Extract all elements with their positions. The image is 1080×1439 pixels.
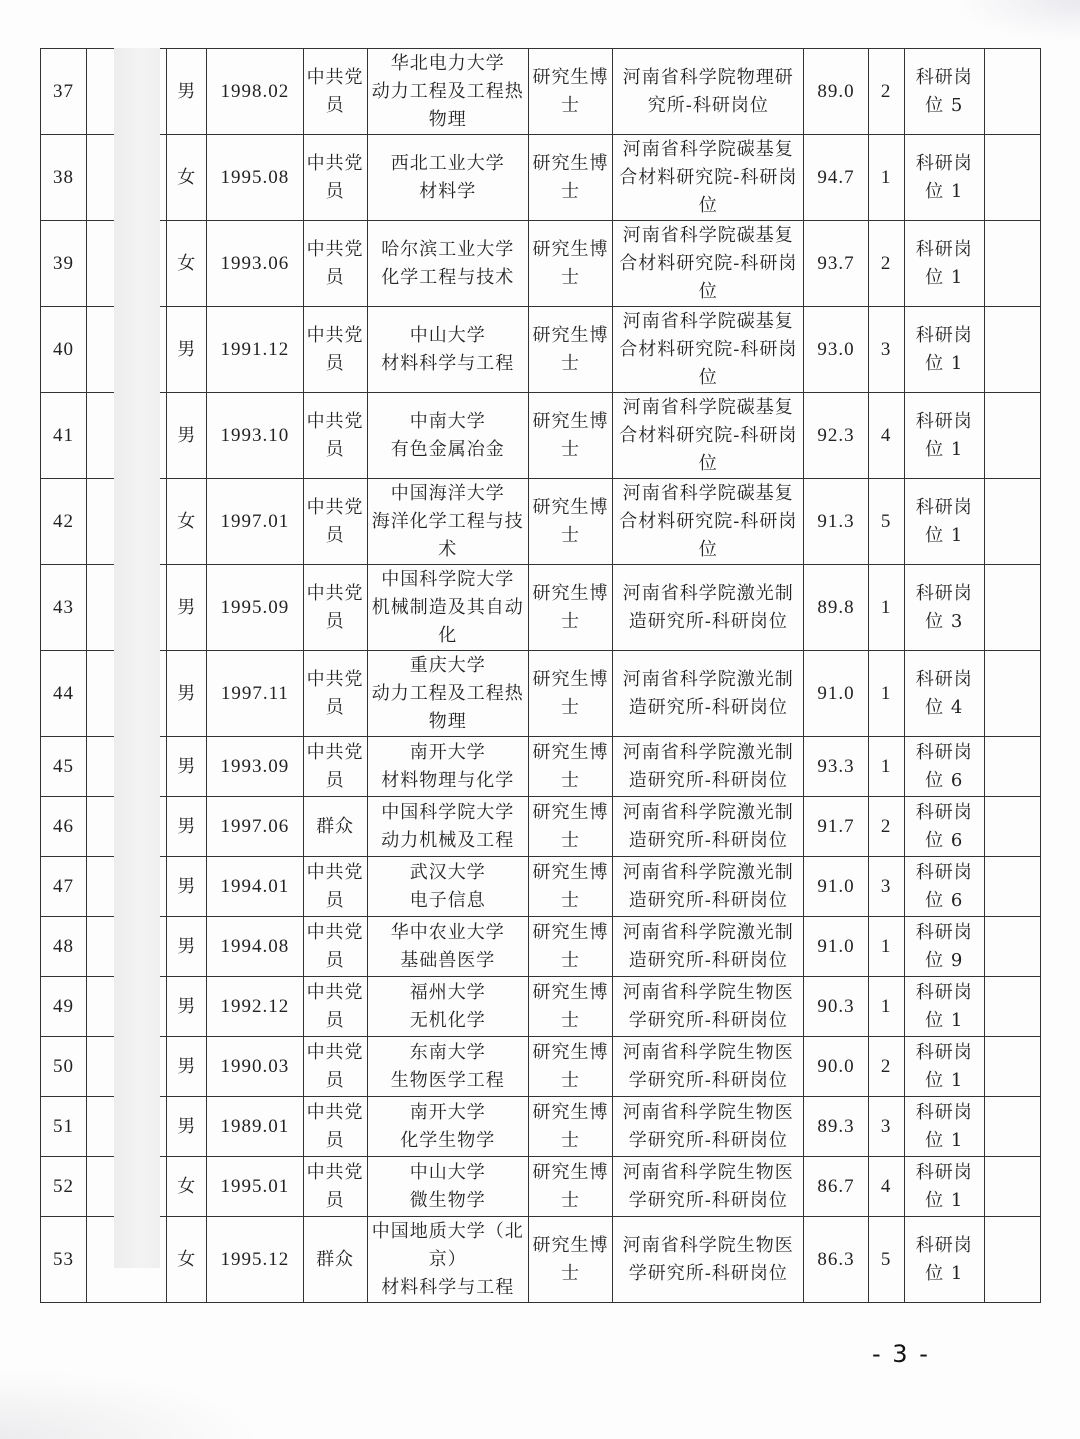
education: 研究生博士 — [528, 977, 612, 1037]
major: 电子信息 — [409, 889, 486, 911]
gender: 女 — [167, 221, 207, 307]
note — [984, 857, 1040, 917]
rank: 1 — [868, 565, 904, 651]
education: 研究生博士 — [528, 1037, 612, 1097]
major: 生物医学工程 — [390, 1069, 505, 1091]
position: 科研岗位 1 — [904, 1157, 984, 1217]
school: 中南大学 — [409, 410, 486, 432]
rank: 5 — [868, 1217, 904, 1303]
birth-date: 1995.09 — [207, 565, 303, 651]
table-row — [41, 917, 1041, 977]
rank: 2 — [868, 221, 904, 307]
gender: 女 — [167, 135, 207, 221]
position: 科研岗位 5 — [904, 49, 984, 135]
table-row — [41, 737, 1041, 797]
row-number: 52 — [41, 1157, 87, 1217]
note — [984, 977, 1040, 1037]
table-row — [41, 479, 1041, 565]
education: 研究生博士 — [528, 651, 612, 737]
table-row — [41, 797, 1041, 857]
position: 科研岗位 1 — [904, 135, 984, 221]
education: 研究生博士 — [528, 479, 612, 565]
birth-date: 1993.06 — [207, 221, 303, 307]
birth-date: 1997.06 — [207, 797, 303, 857]
row-number: 43 — [41, 565, 87, 651]
gender: 女 — [167, 479, 207, 565]
note — [984, 49, 1040, 135]
gender: 女 — [167, 1157, 207, 1217]
rank: 4 — [868, 393, 904, 479]
score: 91.7 — [804, 797, 868, 857]
applied-unit: 河南省科学院碳基复合材料研究院-科研岗位 — [613, 307, 804, 393]
table-row — [41, 135, 1041, 221]
party-status: 中共党员 — [303, 479, 367, 565]
table-row — [41, 393, 1041, 479]
birth-date: 1995.12 — [207, 1217, 303, 1303]
party-status: 群众 — [303, 797, 367, 857]
candidate-table-body — [41, 49, 1041, 1303]
party-status: 中共党员 — [303, 1037, 367, 1097]
table-row — [41, 49, 1041, 135]
position: 科研岗位 3 — [904, 565, 984, 651]
position: 科研岗位 9 — [904, 917, 984, 977]
party-status: 中共党员 — [303, 651, 367, 737]
education: 研究生博士 — [528, 565, 612, 651]
table-row — [41, 651, 1041, 737]
party-status: 中共党员 — [303, 135, 367, 221]
gender: 男 — [167, 49, 207, 135]
rank: 1 — [868, 135, 904, 221]
school: 重庆大学 — [409, 654, 486, 676]
score: 90.0 — [804, 1037, 868, 1097]
major: 材料学 — [419, 180, 477, 202]
education: 研究生博士 — [528, 797, 612, 857]
school: 福州大学 — [409, 981, 486, 1003]
school-major — [367, 1157, 528, 1217]
row-number: 45 — [41, 737, 87, 797]
note — [984, 135, 1040, 221]
score: 91.0 — [804, 917, 868, 977]
position: 科研岗位 1 — [904, 479, 984, 565]
applied-unit: 河南省科学院生物医学研究所-科研岗位 — [613, 1097, 804, 1157]
school-major — [367, 651, 528, 737]
position: 科研岗位 6 — [904, 737, 984, 797]
major: 动力工程及工程热物理 — [371, 80, 524, 130]
school-major — [367, 135, 528, 221]
school-major — [367, 737, 528, 797]
applied-unit: 河南省科学院生物医学研究所-科研岗位 — [613, 1037, 804, 1097]
score: 89.8 — [804, 565, 868, 651]
major: 基础兽医学 — [400, 949, 496, 971]
education: 研究生博士 — [528, 307, 612, 393]
note — [984, 651, 1040, 737]
birth-date: 1997.11 — [207, 651, 303, 737]
school: 武汉大学 — [409, 861, 486, 883]
party-status: 中共党员 — [303, 1157, 367, 1217]
education: 研究生博士 — [528, 221, 612, 307]
education: 研究生博士 — [528, 1157, 612, 1217]
gender: 男 — [167, 737, 207, 797]
score: 92.3 — [804, 393, 868, 479]
party-status: 中共党员 — [303, 737, 367, 797]
note — [984, 307, 1040, 393]
note — [984, 1217, 1040, 1303]
rank: 4 — [868, 1157, 904, 1217]
party-status: 中共党员 — [303, 977, 367, 1037]
applied-unit: 河南省科学院激光制造研究所-科研岗位 — [613, 737, 804, 797]
position: 科研岗位 1 — [904, 307, 984, 393]
row-number: 53 — [41, 1217, 87, 1303]
school-major — [367, 565, 528, 651]
applied-unit: 河南省科学院生物医学研究所-科研岗位 — [613, 977, 804, 1037]
major: 材料科学与工程 — [381, 352, 515, 374]
page-corner-shadow — [960, 0, 1080, 40]
row-number: 38 — [41, 135, 87, 221]
birth-date: 1993.10 — [207, 393, 303, 479]
major: 材料物理与化学 — [381, 769, 515, 791]
redaction-bar — [114, 48, 160, 1268]
row-number: 46 — [41, 797, 87, 857]
school-major — [367, 221, 528, 307]
major: 化学生物学 — [400, 1129, 496, 1151]
score: 90.3 — [804, 977, 868, 1037]
birth-date: 1995.08 — [207, 135, 303, 221]
school-major — [367, 1097, 528, 1157]
score: 91.0 — [804, 857, 868, 917]
row-number: 47 — [41, 857, 87, 917]
rank: 3 — [868, 307, 904, 393]
rank: 2 — [868, 1037, 904, 1097]
note — [984, 797, 1040, 857]
row-number: 37 — [41, 49, 87, 135]
applied-unit: 河南省科学院生物医学研究所-科研岗位 — [613, 1217, 804, 1303]
applied-unit: 河南省科学院碳基复合材料研究院-科研岗位 — [613, 393, 804, 479]
school-major — [367, 1037, 528, 1097]
school: 中山大学 — [409, 324, 486, 346]
major: 化学工程与技术 — [381, 266, 515, 288]
birth-date: 1997.01 — [207, 479, 303, 565]
row-number: 40 — [41, 307, 87, 393]
page-number: - 3 - — [872, 1340, 930, 1368]
table-row — [41, 1037, 1041, 1097]
score: 91.3 — [804, 479, 868, 565]
table-row — [41, 1097, 1041, 1157]
rank: 1 — [868, 651, 904, 737]
row-number: 51 — [41, 1097, 87, 1157]
score: 94.7 — [804, 135, 868, 221]
party-status: 中共党员 — [303, 917, 367, 977]
major: 微生物学 — [409, 1189, 486, 1211]
note — [984, 1097, 1040, 1157]
applied-unit: 河南省科学院碳基复合材料研究院-科研岗位 — [613, 135, 804, 221]
education: 研究生博士 — [528, 737, 612, 797]
row-number: 49 — [41, 977, 87, 1037]
position: 科研岗位 4 — [904, 651, 984, 737]
birth-date: 1995.01 — [207, 1157, 303, 1217]
note — [984, 479, 1040, 565]
score: 93.0 — [804, 307, 868, 393]
party-status: 中共党员 — [303, 49, 367, 135]
party-status: 中共党员 — [303, 1097, 367, 1157]
school: 中山大学 — [409, 1161, 486, 1183]
school: 华中农业大学 — [390, 921, 505, 943]
position: 科研岗位 1 — [904, 393, 984, 479]
gender: 男 — [167, 917, 207, 977]
education: 研究生博士 — [528, 917, 612, 977]
birth-date: 1994.08 — [207, 917, 303, 977]
party-status: 中共党员 — [303, 307, 367, 393]
note — [984, 1037, 1040, 1097]
score: 89.3 — [804, 1097, 868, 1157]
rank: 1 — [868, 977, 904, 1037]
row-number: 39 — [41, 221, 87, 307]
major: 海洋化学工程与技术 — [371, 510, 524, 560]
major: 无机化学 — [409, 1009, 486, 1031]
education: 研究生博士 — [528, 49, 612, 135]
applied-unit: 河南省科学院激光制造研究所-科研岗位 — [613, 565, 804, 651]
gender: 男 — [167, 651, 207, 737]
applied-unit: 河南省科学院激光制造研究所-科研岗位 — [613, 797, 804, 857]
party-status: 中共党员 — [303, 221, 367, 307]
rank: 3 — [868, 1097, 904, 1157]
major: 动力工程及工程热物理 — [371, 682, 524, 732]
school: 中国科学院大学 — [381, 568, 515, 590]
rank: 1 — [868, 737, 904, 797]
row-number: 41 — [41, 393, 87, 479]
education: 研究生博士 — [528, 1097, 612, 1157]
position: 科研岗位 1 — [904, 221, 984, 307]
gender: 男 — [167, 1097, 207, 1157]
school: 南开大学 — [409, 741, 486, 763]
major: 材料科学与工程 — [381, 1276, 515, 1298]
gender: 男 — [167, 797, 207, 857]
gender: 男 — [167, 307, 207, 393]
applied-unit: 河南省科学院物理研究所-科研岗位 — [613, 49, 804, 135]
school: 中国科学院大学 — [381, 801, 515, 823]
education: 研究生博士 — [528, 1217, 612, 1303]
party-status: 群众 — [303, 1217, 367, 1303]
note — [984, 393, 1040, 479]
school-major — [367, 857, 528, 917]
row-number: 42 — [41, 479, 87, 565]
rank: 3 — [868, 857, 904, 917]
table-row — [41, 977, 1041, 1037]
school: 西北工业大学 — [390, 152, 505, 174]
birth-date: 1991.12 — [207, 307, 303, 393]
table-row — [41, 857, 1041, 917]
education: 研究生博士 — [528, 135, 612, 221]
applied-unit: 河南省科学院激光制造研究所-科研岗位 — [613, 651, 804, 737]
note — [984, 737, 1040, 797]
table-row — [41, 221, 1041, 307]
page-bottom-shadow — [0, 1369, 260, 1439]
school-major — [367, 479, 528, 565]
gender: 男 — [167, 1037, 207, 1097]
note — [984, 565, 1040, 651]
education: 研究生博士 — [528, 857, 612, 917]
birth-date: 1998.02 — [207, 49, 303, 135]
note — [984, 1157, 1040, 1217]
rank: 5 — [868, 479, 904, 565]
rank: 2 — [868, 49, 904, 135]
school: 哈尔滨工业大学 — [381, 238, 515, 260]
table-row — [41, 565, 1041, 651]
birth-date: 1990.03 — [207, 1037, 303, 1097]
school-major — [367, 307, 528, 393]
birth-date: 1993.09 — [207, 737, 303, 797]
gender: 男 — [167, 977, 207, 1037]
party-status: 中共党员 — [303, 393, 367, 479]
position: 科研岗位 1 — [904, 1037, 984, 1097]
row-number: 44 — [41, 651, 87, 737]
table-row — [41, 1157, 1041, 1217]
birth-date: 1994.01 — [207, 857, 303, 917]
major: 动力机械及工程 — [381, 829, 515, 851]
position: 科研岗位 1 — [904, 977, 984, 1037]
school-major — [367, 917, 528, 977]
row-number: 50 — [41, 1037, 87, 1097]
applied-unit: 河南省科学院激光制造研究所-科研岗位 — [613, 857, 804, 917]
gender: 女 — [167, 1217, 207, 1303]
note — [984, 917, 1040, 977]
school-major — [367, 393, 528, 479]
position: 科研岗位 6 — [904, 857, 984, 917]
position: 科研岗位 6 — [904, 797, 984, 857]
school: 中国海洋大学 — [390, 482, 505, 504]
school: 东南大学 — [409, 1041, 486, 1063]
applied-unit: 河南省科学院碳基复合材料研究院-科研岗位 — [613, 479, 804, 565]
school-major — [367, 977, 528, 1037]
major: 有色金属冶金 — [390, 438, 505, 460]
table-row — [41, 307, 1041, 393]
school: 华北电力大学 — [390, 52, 505, 74]
party-status: 中共党员 — [303, 857, 367, 917]
applied-unit: 河南省科学院碳基复合材料研究院-科研岗位 — [613, 221, 804, 307]
birth-date: 1992.12 — [207, 977, 303, 1037]
position: 科研岗位 1 — [904, 1097, 984, 1157]
education: 研究生博士 — [528, 393, 612, 479]
table-row — [41, 1217, 1041, 1303]
school: 中国地质大学（北京） — [371, 1220, 524, 1270]
gender: 男 — [167, 857, 207, 917]
school-major — [367, 1217, 528, 1303]
candidate-table — [40, 48, 1041, 1303]
note — [984, 221, 1040, 307]
score: 86.3 — [804, 1217, 868, 1303]
rank: 1 — [868, 917, 904, 977]
school: 南开大学 — [409, 1101, 486, 1123]
gender: 男 — [167, 565, 207, 651]
score: 93.3 — [804, 737, 868, 797]
major: 机械制造及其自动化 — [371, 596, 524, 646]
party-status: 中共党员 — [303, 565, 367, 651]
position: 科研岗位 1 — [904, 1217, 984, 1303]
score: 86.7 — [804, 1157, 868, 1217]
applied-unit: 河南省科学院生物医学研究所-科研岗位 — [613, 1157, 804, 1217]
rank: 2 — [868, 797, 904, 857]
score: 93.7 — [804, 221, 868, 307]
applied-unit: 河南省科学院激光制造研究所-科研岗位 — [613, 917, 804, 977]
score: 91.0 — [804, 651, 868, 737]
school-major — [367, 49, 528, 135]
birth-date: 1989.01 — [207, 1097, 303, 1157]
school-major — [367, 797, 528, 857]
gender: 男 — [167, 393, 207, 479]
score: 89.0 — [804, 49, 868, 135]
row-number: 48 — [41, 917, 87, 977]
